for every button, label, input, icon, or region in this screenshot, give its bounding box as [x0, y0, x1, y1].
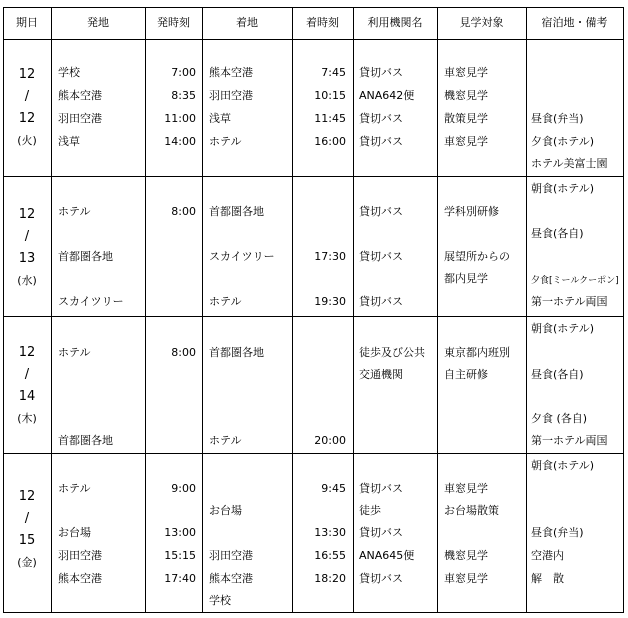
visit: 自主研修 — [444, 368, 488, 381]
visit: 散策見学 — [444, 112, 488, 125]
transport: 貸切バス — [359, 572, 403, 585]
note: 朝食(ホテル) — [531, 182, 595, 195]
transport: 貸切バス — [359, 526, 403, 539]
dep-time: 13:00 — [164, 526, 196, 539]
transport: 貸切バス — [359, 205, 403, 218]
date-cell: 12 / 15 (金) — [17, 489, 37, 569]
arrival: ホテル — [209, 135, 242, 148]
arr-time: 19:30 — [314, 295, 346, 308]
visit: 機窓見学 — [444, 549, 488, 562]
visit: 東京都内班別 — [444, 346, 510, 359]
visit: 車窓見学 — [444, 572, 488, 585]
header-arr-time: 着時刻 — [306, 16, 339, 29]
departure: 首都圏各地 — [58, 434, 113, 447]
visit: お台場散策 — [444, 504, 499, 517]
note: 夕食 (各自) — [531, 412, 588, 425]
header-departure: 発地 — [87, 16, 109, 29]
note: 第一ホテル両国 — [531, 295, 608, 308]
arr-time: 7:45 — [321, 66, 346, 79]
arrival: 首都圏各地 — [209, 346, 264, 359]
departure: 浅草 — [58, 135, 80, 148]
header-notes: 宿泊地・備考 — [541, 16, 608, 29]
arrival: ホテル — [209, 434, 242, 447]
arrival: 羽田空港 — [209, 549, 253, 562]
arr-time: 9:45 — [321, 482, 346, 495]
arr-time: 20:00 — [314, 434, 346, 447]
transport: 貸切バス — [359, 482, 403, 495]
dep-time: 14:00 — [164, 135, 196, 148]
note: 昼食(弁当) — [531, 112, 584, 125]
dep-time: 17:40 — [164, 572, 196, 585]
date-cell: 12 / 13 (水) — [17, 207, 37, 287]
arrival: ホテル — [209, 295, 242, 308]
transport: ANA642便 — [359, 89, 415, 102]
note: 第一ホテル両国 — [531, 434, 608, 447]
arr-time: 16:55 — [314, 549, 346, 562]
arrival: 学校 — [209, 594, 231, 607]
arrival: 羽田空港 — [209, 89, 253, 102]
arrival: スカイツリー — [209, 250, 275, 263]
transport: 貸切バス — [359, 112, 403, 125]
visit: 機窓見学 — [444, 89, 488, 102]
arrival: 熊本空港 — [209, 66, 253, 79]
header-visit: 見学対象 — [459, 16, 504, 29]
arrival: 熊本空港 — [209, 572, 253, 585]
header-dep-time: 発時刻 — [157, 16, 190, 29]
dep-time: 8:00 — [171, 346, 196, 359]
note: 解 散 — [531, 572, 564, 585]
departure: 羽田空港 — [58, 112, 102, 125]
arrival: お台場 — [209, 504, 242, 517]
date-cell: 12 / 12 (火) — [17, 67, 37, 147]
visit: 展望所からの — [444, 250, 510, 263]
transport: 貸切バス — [359, 135, 403, 148]
arr-time: 18:20 — [314, 572, 346, 585]
departure: ホテル — [58, 205, 91, 218]
departure: ホテル — [58, 346, 91, 359]
arrival: 首都圏各地 — [209, 205, 264, 218]
visit: 車窓見学 — [444, 482, 488, 495]
departure: 熊本空港 — [58, 572, 102, 585]
note: 昼食(各自) — [531, 227, 584, 240]
dep-time: 8:00 — [171, 205, 196, 218]
header-date: 期日 — [16, 16, 38, 29]
arr-time: 17:30 — [314, 250, 346, 263]
transport: ANA645便 — [359, 549, 415, 562]
transport: 貸切バス — [359, 295, 403, 308]
arr-time: 10:15 — [314, 89, 346, 102]
date-cell: 12 / 14 (木) — [17, 345, 37, 425]
dep-time: 9:00 — [171, 482, 196, 495]
note: ホテル美富士園 — [531, 157, 608, 170]
transport: 徒歩及び公共 — [359, 346, 425, 359]
note: 夕食(ホテル) — [531, 135, 595, 148]
transport: 徒歩 — [359, 504, 381, 517]
departure: スカイツリー — [58, 295, 124, 308]
transport: 貸切バス — [359, 250, 403, 263]
note: 夕食[ミールクーポン] — [531, 276, 619, 286]
departure: ホテル — [58, 482, 91, 495]
arr-time: 13:30 — [314, 526, 346, 539]
note: 昼食(弁当) — [531, 526, 584, 539]
visit: 都内見学 — [444, 272, 488, 285]
arr-time: 11:45 — [314, 112, 346, 125]
transport: 交通機関 — [359, 368, 403, 381]
transport: 貸切バス — [359, 66, 403, 79]
arrival: 浅草 — [209, 112, 231, 125]
dep-time: 11:00 — [164, 112, 196, 125]
arr-time: 16:00 — [314, 135, 346, 148]
dep-time: 7:00 — [171, 66, 196, 79]
header-arrival: 着地 — [236, 16, 258, 29]
departure: 熊本空港 — [58, 89, 102, 102]
note: 昼食(各自) — [531, 368, 584, 381]
visit: 学科別研修 — [444, 205, 499, 218]
note: 朝食(ホテル) — [531, 459, 595, 472]
departure: 羽田空港 — [58, 549, 102, 562]
header-transport: 利用機関名 — [367, 16, 423, 29]
dep-time: 15:15 — [164, 549, 196, 562]
visit: 車窓見学 — [444, 135, 488, 148]
departure: 首都圏各地 — [58, 250, 113, 263]
note: 空港内 — [531, 549, 564, 562]
departure: 学校 — [58, 66, 80, 79]
visit: 車窓見学 — [444, 66, 488, 79]
dep-time: 8:35 — [171, 89, 196, 102]
departure: お台場 — [58, 526, 91, 539]
note: 朝食(ホテル) — [531, 322, 595, 335]
